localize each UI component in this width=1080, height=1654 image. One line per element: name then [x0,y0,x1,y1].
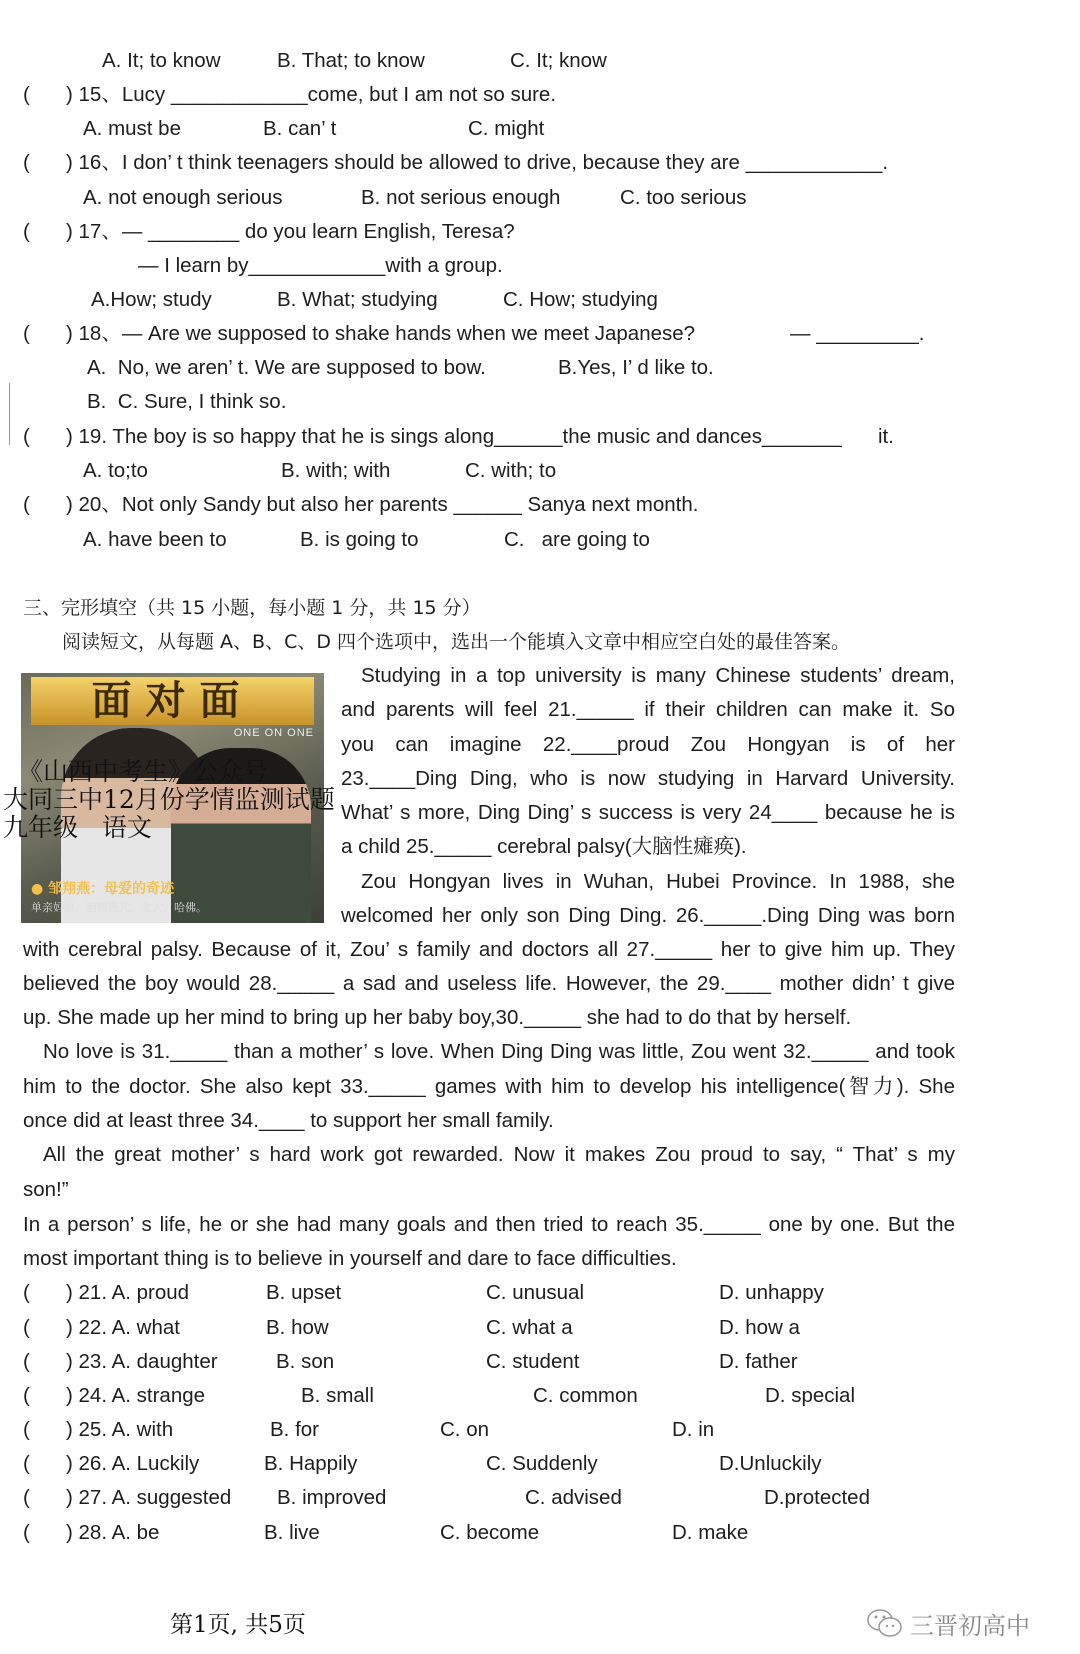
q19-stem: ) 19. The boy is so happy that he is sings along______the music and dances_______ [66,425,842,448]
q15-option-c: C. might [468,117,545,140]
watermark-line: 九年级 语文 [3,813,152,842]
q17-line2: — I learn by____________with a group. [138,254,503,277]
cloze-23-d: D. father [719,1350,798,1373]
cloze-26-c: C. Suddenly [486,1452,598,1475]
cloze-28-a: ) 28. A. be [66,1521,160,1544]
q18-option-a: A. No, we aren’ t. We are supposed to bow. [87,356,486,379]
passage-line: Zou Hongyan lives in Wuhan, Hubei Province. In 1988, she [361,870,955,893]
cloze-28-c: C. become [440,1521,540,1544]
passage-line: Studying in a top university is many Chinese students’ dream, [361,664,955,687]
q14-option-c: C. It; know [510,49,607,72]
answer-paren: ( [23,1384,30,1407]
passage-line: you can imagine 22.____proud Zou Hongyan is of her [341,733,955,756]
cloze-24-b: B. small [301,1384,374,1407]
q18-stem: ) 18、— Are we supposed to shake hands when we meet Japanese? [66,322,696,345]
answer-paren: ( [23,1486,30,1509]
q15-option-a: A. must be [83,117,181,140]
wechat-icon [866,1608,904,1640]
q17-option-a: A.How; study [91,288,212,311]
cloze-22-d: D. how a [719,1316,800,1339]
cloze-21-a: ) 21. A. proud [66,1281,190,1304]
passage-line: son!” [23,1178,69,1201]
passage-line: 23.____Ding Ding, who is now studying in Harvard University. [341,767,955,790]
passage-line: In a person’ s life, he or she had many goals and then tried to reach 35._____ one by one. But the [23,1213,955,1236]
q16-option-c: C. too serious [620,186,747,209]
cloze-22-c: C. what a [486,1316,573,1339]
passage-line: and parents will feel 21._____ if their children can make it. So [341,698,955,721]
q20-stem: ) 20、Not only Sandy but also her parents ______ Sanya next month. [66,493,699,516]
cloze-23-c: C. student [486,1350,580,1373]
cloze-27-d: D.protected [764,1486,870,1509]
passage-line: All the great mother’ s hard work got rewarded. Now it makes Zou proud to say, “ That’ s my [43,1143,955,1166]
answer-paren: ( [23,151,30,174]
cloze-24-c: C. common [533,1384,638,1407]
q16-option-a: A. not enough serious [83,186,283,209]
cloze-26-b: B. Happily [264,1452,358,1475]
answer-paren: ( [23,1418,30,1441]
cloze-28-d: D. make [672,1521,749,1544]
passage-line: with cerebral palsy. Because of it, Zou’ s family and doctors all 27._____ her to give him up. They [23,938,955,961]
section-header: 三、完形填空（共 15 小题，每小题 1 分，共 15 分） [23,597,481,619]
answer-paren: ( [23,322,30,345]
watermark-line: 《山西中考生》公众号 [18,757,269,786]
q20-option-b: B. is going to [300,528,419,551]
q15-option-b: B. can’ t [263,117,337,140]
q16-option-b: B. not serious enough [361,186,561,209]
q20-option-c: C. are going to [504,528,650,551]
q18-answer-blank: — _________. [790,322,925,345]
cloze-24-a: ) 24. A. strange [66,1384,206,1407]
answer-paren: ( [23,1452,30,1475]
cloze-22-b: B. how [266,1316,329,1339]
q18-option-c: B. C. Sure, I think so. [87,390,287,413]
passage-line: once did at least three 34.____ to support her small family. [23,1109,554,1132]
brand-name: 三晋初高中 [910,1612,1030,1640]
q17-stem: ) 17、— ________ do you learn English, Teresa? [66,220,515,243]
q14-option-a: A. It; to know [102,49,221,72]
cloze-27-c: C. advised [525,1486,622,1509]
cloze-27-a: ) 27. A. suggested [66,1486,232,1509]
wechat-brand [866,1606,1030,1641]
margin-mark [9,383,10,445]
passage-line: What’ s more, Ding Ding’ s success is very 24____ because he is [341,801,955,824]
cloze-25-d: D. in [672,1418,715,1441]
cloze-21-c: C. unusual [486,1281,585,1304]
q18-option-b: B.Yes, I’ d like to. [558,356,714,379]
cloze-23-a: ) 23. A. daughter [66,1350,218,1373]
q19-tail: it. [878,425,894,448]
answer-paren: ( [23,1350,30,1373]
cloze-21-b: B. upset [266,1281,342,1304]
q19-option-a: A. to;to [83,459,148,482]
q17-option-c: C. How; studying [503,288,658,311]
q17-option-b: B. What; studying [277,288,438,311]
answer-paren: ( [23,1316,30,1339]
cover-subtitle: ONE ON ONE [233,727,314,739]
q14-option-b: B. That; to know [277,49,425,72]
answer-paren: ( [23,1521,30,1544]
q16-stem: ) 16、I don’ t think teenagers should be allowed to drive, because they are ____________. [66,151,889,174]
cloze-25-a: ) 25. A. with [66,1418,174,1441]
q19-option-b: B. with; with [281,459,391,482]
passage-line: welcomed her only son Ding Ding. 26._____.Ding Ding was born [341,904,955,927]
cloze-23-b: B. son [276,1350,335,1373]
watermark-line: 大同三中12月份学情监测试题 [3,785,335,814]
passage-line: No love is 31._____ than a mother’ s love. When Ding Ding was little, Zou went 32._____ and took [43,1040,955,1063]
page-number: 第1页, 共5页 [170,1612,306,1638]
cover-caption: 单亲妈妈，脑瘫患儿，北大，哈佛。 [31,901,207,914]
passage-line: him to the doctor. She also kept 33._____ games with him to develop his intelligence(智力). She [23,1075,955,1098]
cloze-25-b: B. for [270,1418,319,1441]
cloze-27-b: B. improved [277,1486,387,1509]
answer-paren: ( [23,220,30,243]
passage-line: up. She made up her mind to bring up her baby boy,30._____ she had to do that by herself. [23,1006,852,1029]
answer-paren: ( [23,425,30,448]
passage-line: a child 25._____ cerebral palsy(大脑性瘫痪). [341,835,747,858]
answer-paren: ( [23,83,30,106]
section-instruction: 阅读短文，从每题 A、B、C、D 四个选项中，选出一个能填入文章中相应空白处的最佳答案。 [62,631,851,653]
q20-option-a: A. have been to [83,528,227,551]
cloze-22-a: ) 22. A. what [66,1316,180,1339]
cloze-25-c: C. on [440,1418,489,1441]
cloze-24-d: D. special [765,1384,856,1407]
cloze-26-a: ) 26. A. Luckily [66,1452,200,1475]
cover-title: 面对面 [31,677,314,725]
answer-paren: ( [23,493,30,516]
cloze-28-b: B. live [264,1521,320,1544]
cloze-21-d: D. unhappy [719,1281,824,1304]
passage-line: most important thing is to believe in yourself and dare to face difficulties. [23,1247,677,1270]
passage-line: believed the boy would 28._____ a sad and useless life. However, the 29.____ mother didn’ t give [23,972,955,995]
q15-stem: ) 15、Lucy ____________come, but I am not so sure. [66,83,557,106]
cover-caption: ● 邹翔燕：母爱的奇迹 [31,881,175,897]
q19-option-c: C. with; to [465,459,557,482]
cloze-26-d: D.Unluckily [719,1452,822,1475]
answer-paren: ( [23,1281,30,1304]
